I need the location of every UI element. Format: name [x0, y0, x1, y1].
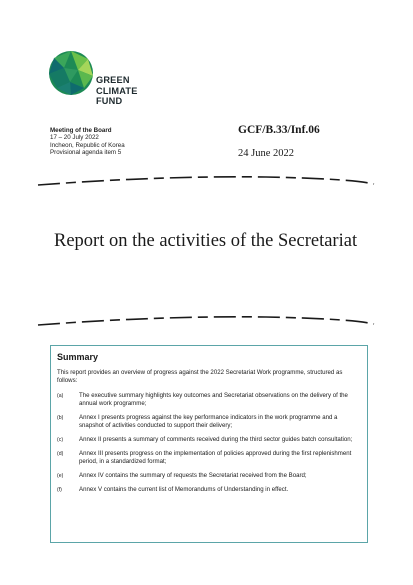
item-text: Annex I presents progress against the key performance indicators in the work programme and a snapshot of activities conducted to support their delivery; — [79, 414, 338, 429]
summary-item — [57, 436, 362, 444]
item-text: Annex III presents progress on the implementation of policies approved during the first replenishment period, in a standardized format; — [79, 450, 352, 465]
summary-box — [50, 345, 368, 543]
globe-logo-icon — [48, 50, 94, 96]
logo-line-2: CLIMATE — [96, 85, 138, 96]
summary-item — [57, 414, 362, 430]
logo-line-3: FUND — [96, 96, 123, 106]
logo-wordmark — [96, 75, 138, 107]
summary-intro: This report provides an overview of progress against the 2022 Secretariat Work programme, structured as follows: — [57, 369, 343, 384]
item-text: The executive summary highlights key outcomes and Secretariat observations on the delivery of the annual work programme; — [79, 392, 348, 407]
logo-line-1: GREEN — [96, 75, 130, 85]
item-marker: (d) — [57, 451, 64, 457]
meeting-dates: 17 – 20 July 2022 — [50, 134, 99, 142]
summary-item — [57, 450, 362, 466]
summary-item — [57, 392, 362, 408]
summary-list — [57, 392, 362, 500]
meeting-info — [50, 127, 125, 157]
item-marker: (c) — [57, 437, 64, 443]
item-marker: (b) — [57, 415, 64, 421]
summary-item — [57, 486, 362, 494]
item-text: Annex IV contains the summary of requests the Secretariat received from the Board; — [79, 472, 307, 479]
bottom-wave-divider — [36, 315, 376, 329]
item-text: Annex II presents a summary of comments received during the third sector guides batch consultation; — [79, 436, 353, 443]
agenda-item: Provisional agenda item 5 — [50, 149, 122, 157]
item-marker: (f) — [57, 487, 62, 493]
item-marker: (e) — [57, 473, 64, 479]
meeting-location: Incheon, Republic of Korea — [50, 141, 125, 149]
summary-item — [57, 472, 362, 480]
report-title: Report on the activities of the Secretariat — [54, 231, 358, 251]
item-text: Annex V contains the current list of Memorandums of Understanding in effect. — [79, 486, 289, 493]
item-marker: (a) — [57, 393, 64, 399]
top-wave-divider — [36, 175, 376, 189]
document-date: 24 June 2022 — [238, 148, 294, 159]
meeting-heading: Meeting of the Board — [50, 127, 112, 134]
document-code: GCF/B.33/Inf.06 — [238, 124, 320, 136]
summary-heading: Summary — [57, 352, 99, 362]
gcf-logo — [48, 50, 148, 110]
